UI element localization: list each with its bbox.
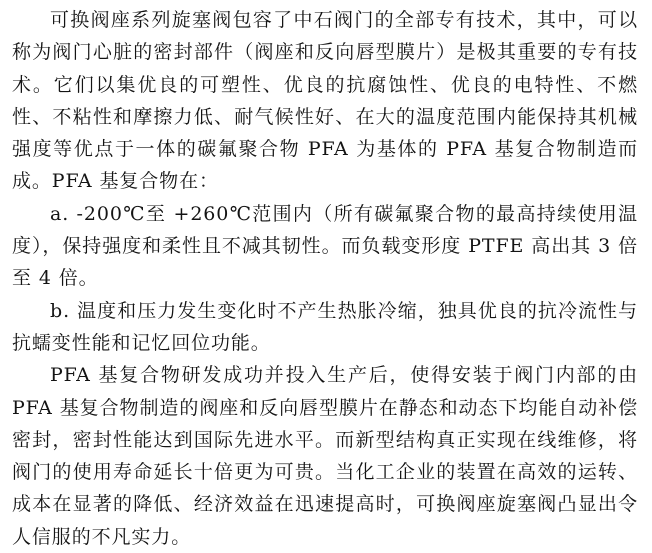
paragraph-item-b: b. 温度和压力发生变化时不产生热胀冷缩，独具优良的抗冷流性与抗蠕变性能和记忆回位功能。 (12, 299, 638, 354)
paragraph-conclusion: PFA 基复合物研发成功并投入生产后，使得安装于阀门内部的由 PFA 基复合物制造的阀座和反向唇型膜片在静态和动态下均能自动补偿密封，密封性能达到国际先进水平。而新型结构真正实现在线维修，将阀门的使用寿命延长十倍更为可贵。当化工企业的装置在高效的运转、成本在显著的降低、经济效益在迅速提高时，可换阀座旋塞阀凸显出令人信服的不凡实力。 (12, 364, 638, 548)
paragraph-item-a: a. -200℃至 +260℃范围内（所有碳氟聚合物的最高持续使用温度），保持强度和柔性且不减其韧性。而负载变形度 PTFE 高出其 3 倍至 4 倍。 (12, 202, 638, 290)
paragraph-intro: 可换阀座系列旋塞阀包容了中石阀门的全部专有技术，其中，可以称为阀门心脏的密封部件（阀座和反向唇型膜片）是极其重要的专有技术。它们以集优良的可塑性、优良的抗腐蚀性、优良的电特性、不燃性、不粘性和摩擦力低、耐气候性好、在大的温度范围内能保持其机械强度等优点于一体的碳氟聚合物 PFA 为基体的 PFA 基复合物制造而成。PFA 基复合物在： (12, 9, 638, 193)
